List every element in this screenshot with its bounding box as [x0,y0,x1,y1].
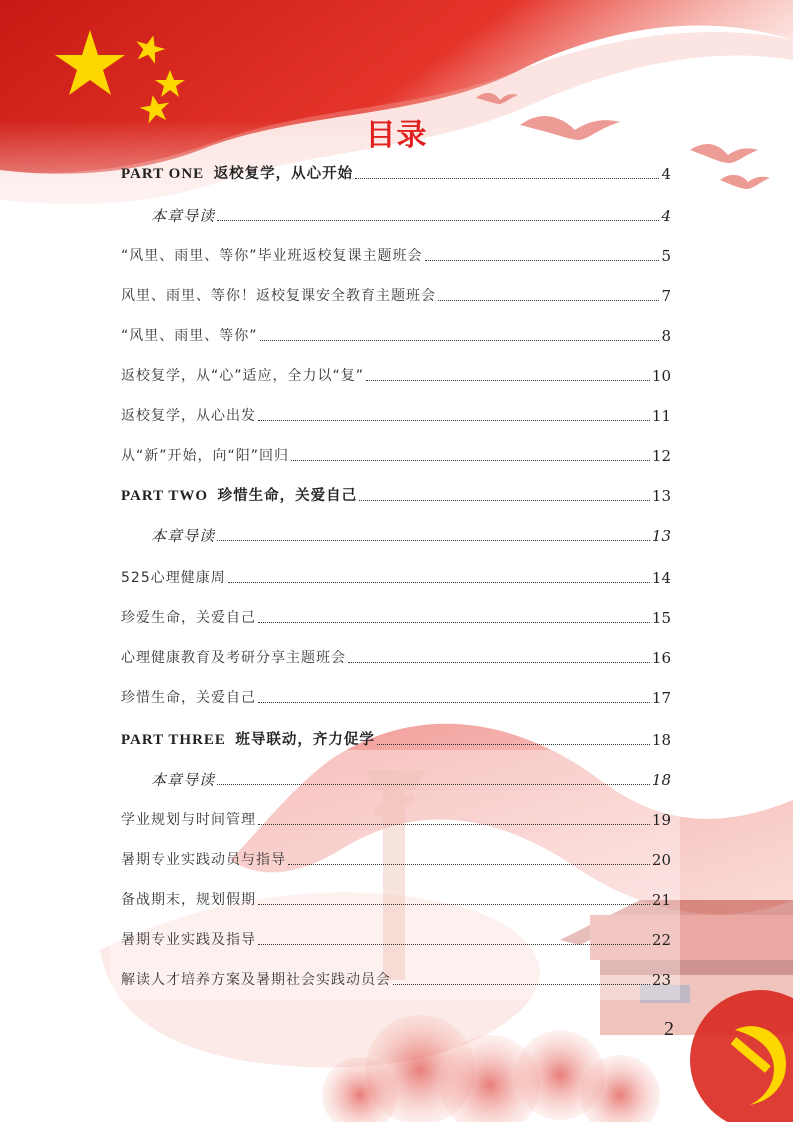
toc-leader-dots [348,661,650,663]
toc-part-heading[interactable] [121,158,671,184]
toc-page-number: 8 [661,327,671,345]
toc-page-number: 10 [651,367,671,385]
toc-leader-dots [260,339,659,341]
toc-entry-title: 风里、雨里、等你！返校复课安全教育主题班会 [121,288,436,304]
toc-entry-title: 备战期末，规划假期 [121,892,256,908]
toc-part-label: PART THREE [121,732,226,748]
toc-entry-title [121,164,353,184]
toc-page-number: 11 [651,407,671,425]
toc-leader-dots [258,903,650,905]
toc-page-number: 4 [661,165,671,183]
toc-entry-title: 珍爱生命，关爱自己 [121,610,256,626]
toc-entry[interactable] [121,804,671,830]
toc-entry-title: 暑期专业实践及指导 [121,932,256,948]
toc-chapter-intro[interactable] [151,520,671,546]
toc-page-number: 17 [651,689,671,707]
toc-entry-title: 珍惜生命，关爱自己 [121,690,256,706]
toc-part-title: 返校复学，从心开始 [213,166,354,182]
toc-entry[interactable] [121,964,671,990]
toc-leader-dots [425,259,659,261]
toc-part-title: 珍惜生命，关爱自己 [217,488,358,504]
toc-page-number: 18 [651,731,671,749]
toc-entry-title: 暑期专业实践动员与指导 [121,852,286,868]
toc-part-label: PART TWO [121,488,209,504]
toc-page-number: 18 [651,771,671,789]
toc-entry-title: 学业规划与时间管理 [121,812,256,828]
toc-entry-title: 从“新”开始，向“阳”回归 [121,448,290,464]
toc-leader-dots [366,379,650,381]
toc-page-number: 4 [661,207,671,225]
toc-page-number: 16 [651,649,671,667]
toc-entry-title: 525心理健康周 [121,570,226,586]
toc-leader-dots [217,783,650,785]
toc-entry-title: 本章导读 [151,771,216,789]
toc-leader-dots [258,621,650,623]
toc-entry[interactable] [121,240,671,266]
toc-entry-title: “风里、雨里、等你”毕业班返校复课主题班会 [121,248,423,264]
toc-part-heading[interactable] [121,724,671,750]
toc-leader-dots [217,539,650,541]
toc-leader-dots [217,219,659,221]
toc-entry[interactable] [121,682,671,708]
toc-leader-dots [355,177,659,179]
toc-page-number: 12 [651,447,671,465]
toc-entry[interactable] [121,400,671,426]
toc-page-number: 5 [661,247,671,265]
toc-entry-title: 心理健康教育及考研分享主题班会 [121,650,346,666]
toc-page-number: 13 [651,527,671,545]
toc-leader-dots [288,863,650,865]
toc-page-number: 14 [651,569,671,587]
toc-leader-dots [258,943,650,945]
toc-part-title: 班导联动，齐力促学 [235,732,375,748]
toc-page-number: 19 [651,811,671,829]
toc-entry[interactable] [121,924,671,950]
toc-entry-title [121,730,375,750]
page-title: 目录 [365,118,428,153]
toc-entry-title: 返校复学，从心出发 [121,408,256,424]
toc-entry-title: 返校复学，从“心”适应，全力以“复” [121,368,365,384]
toc-entry[interactable] [121,320,671,346]
toc-entry[interactable] [121,440,671,466]
toc-page-number: 22 [651,931,671,949]
toc-leader-dots [258,419,650,421]
toc-page-number: 20 [651,851,671,869]
toc-chapter-intro[interactable] [151,200,671,226]
page-number: 2 [664,1018,674,1040]
toc-leader-dots [291,459,650,461]
toc-page-number: 7 [661,287,671,305]
toc-part-heading[interactable] [121,480,671,506]
toc-leader-dots [377,743,650,745]
toc-entry-title: 本章导读 [151,207,216,225]
toc-leader-dots [438,299,659,301]
toc-entry[interactable] [121,562,671,588]
toc-page-number: 15 [651,609,671,627]
toc-page-number: 21 [651,891,671,909]
toc-entry-title [121,486,357,506]
toc-entry[interactable] [121,360,671,386]
toc-entry-title: 解读人才培养方案及暑期社会实践动员会 [121,972,391,988]
toc-leader-dots [393,983,650,985]
toc-entry-title: 本章导读 [151,527,216,545]
toc-entry[interactable] [121,884,671,910]
toc-entry[interactable] [121,602,671,628]
toc-page-number: 23 [651,971,671,989]
toc-chapter-intro[interactable] [151,764,671,790]
toc-leader-dots [258,701,650,703]
toc-entry-title: “风里、雨里、等你” [121,328,258,344]
toc-part-label: PART ONE [121,166,205,182]
toc-entry[interactable] [121,844,671,870]
toc-leader-dots [359,499,650,501]
toc-page-number: 13 [651,487,671,505]
toc-leader-dots [228,581,650,583]
toc-leader-dots [258,823,650,825]
toc-entry[interactable] [121,280,671,306]
toc-entry[interactable] [121,642,671,668]
